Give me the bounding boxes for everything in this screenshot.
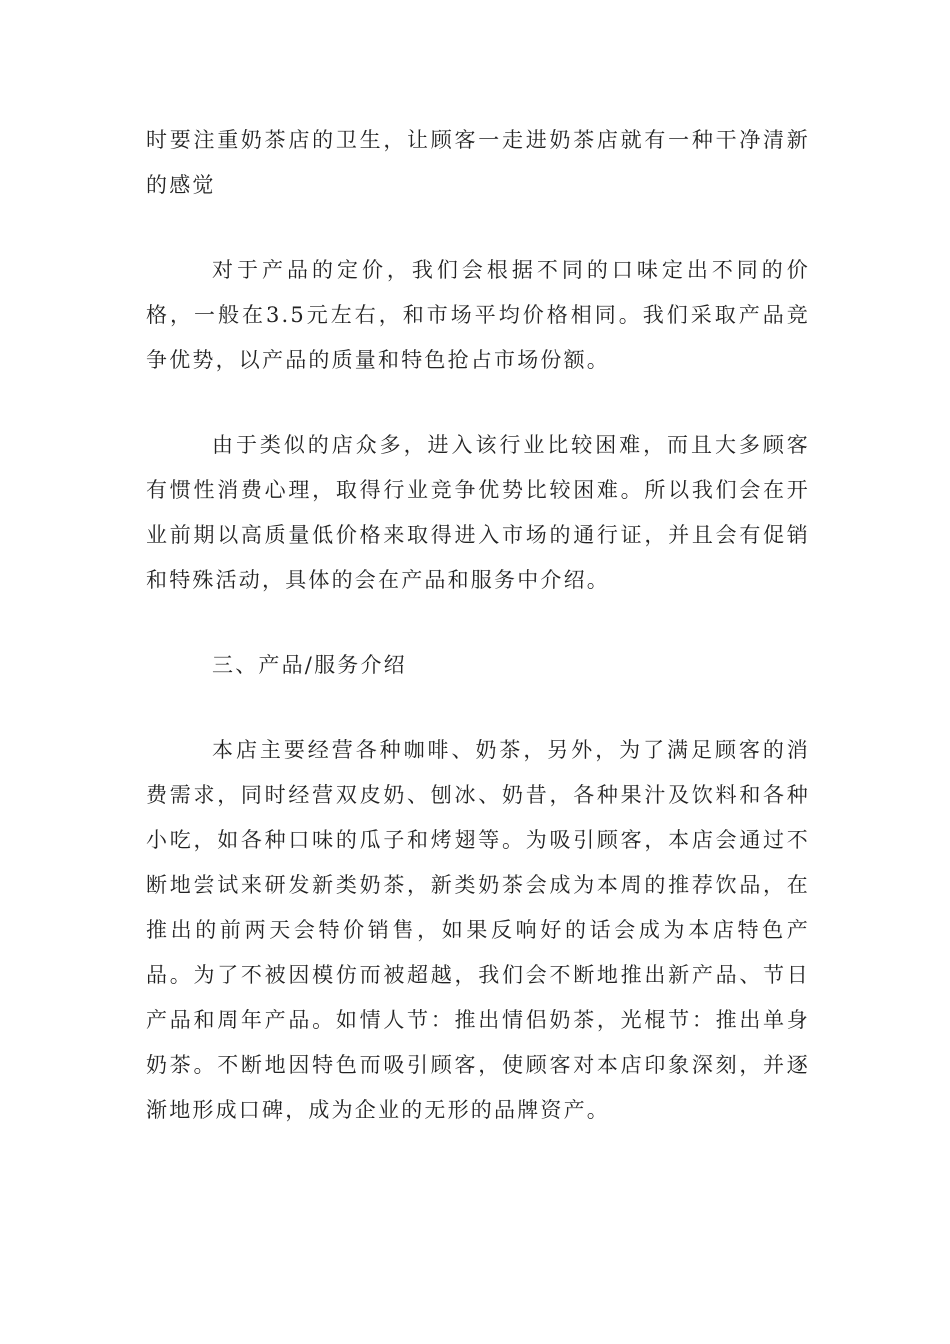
section-heading-products: 三、产品/服务介绍 [212,653,407,677]
document-body [146,118,810,1173]
paragraph-competition: 由于类似的店众多，进入该行业比较困难，而且大多顾客有惯性消费心理，取得行业竞争优势比较困难。所以我们会在开业前期以高质量低价格来取得进入市场的通行证，并且会有促销和特殊活动，具体的会在产品和服务中介绍。 [146,433,810,592]
paragraph-pricing: 对于产品的定价，我们会根据不同的口味定出不同的价格，一般在3.5元左右，和市场平均价格相同。我们采取产品竞争优势，以产品的质量和特色抢占市场份额。 [146,258,810,372]
paragraph-products: 本店主要经营各种咖啡、奶茶，另外，为了满足顾客的消费需求，同时经营双皮奶、刨冰、奶昔，各种果汁及饮料和各种小吃，如各种口味的瓜子和烤翅等。为吸引顾客，本店会通过不断地尝试来研发新类奶茶，新类奶茶会成为本周的推荐饮品，在推出的前两天会特价销售，如果反响好的话会成为本店特色产品。为了不被因模仿而被超越，我们会不断地推出新产品、节日产品和周年产品。如情人节：推出情侣奶茶，光棍节：推出单身奶茶。不断地因特色而吸引顾客，使顾客对本店印象深刻，并逐渐地形成口碑，成为企业的无形的品牌资产。 [146,738,810,1122]
paragraph-hygiene: 时要注重奶茶店的卫生，让顾客一走进奶茶店就有一种干净清新的感觉 [146,128,810,197]
